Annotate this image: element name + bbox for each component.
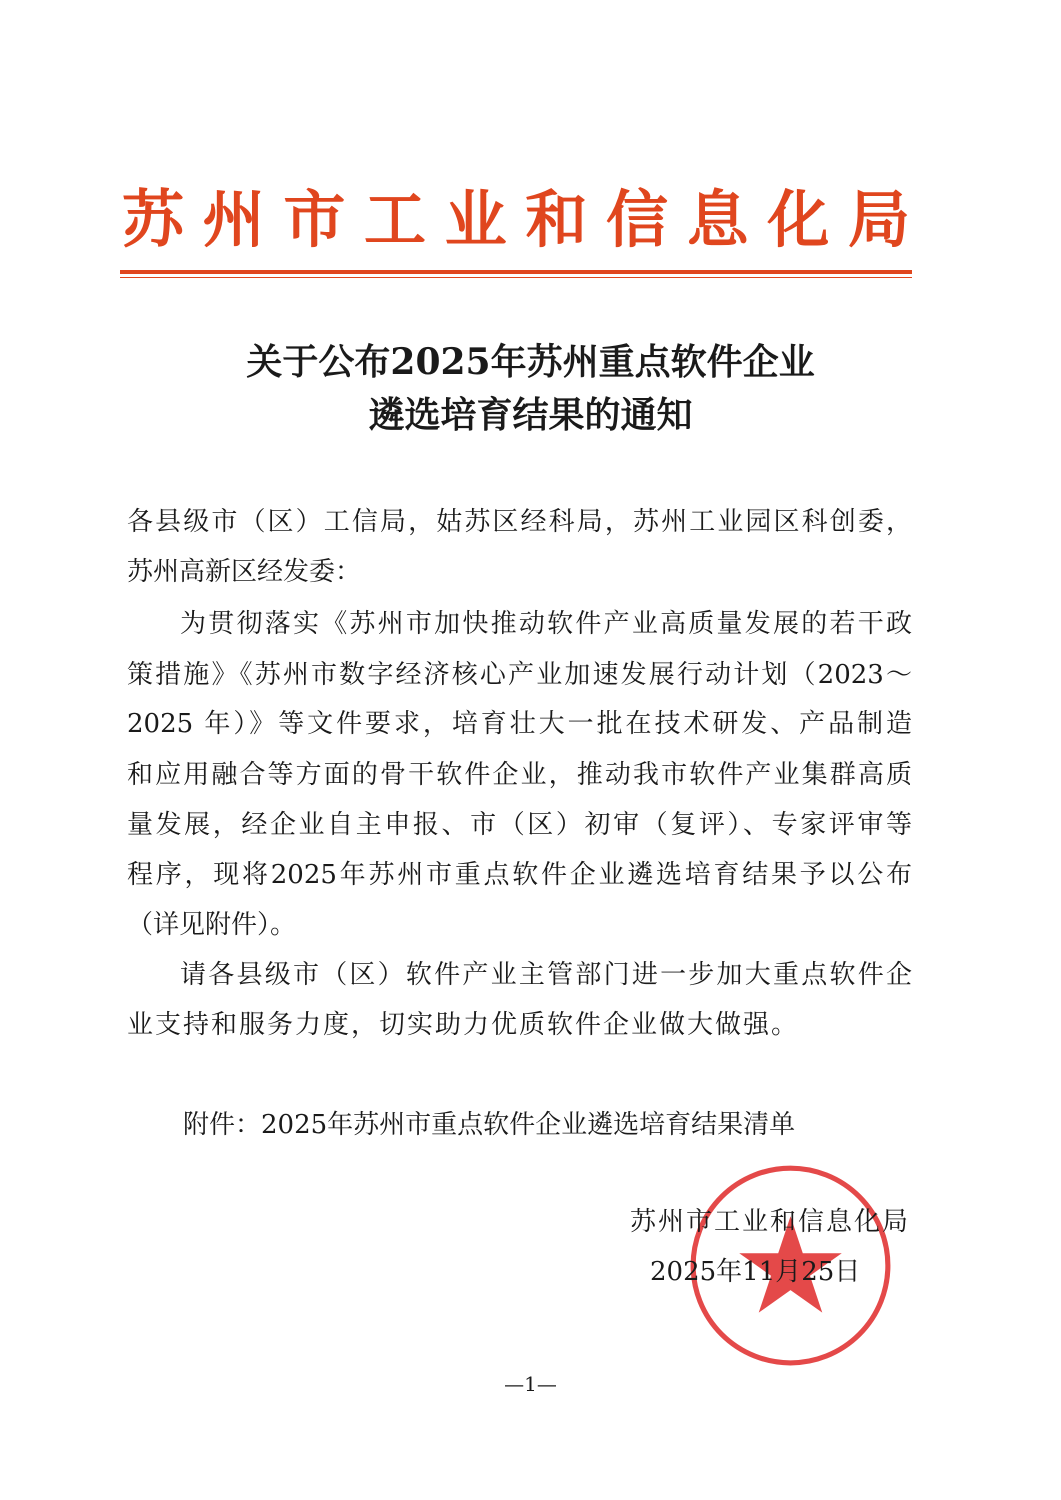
body-line: 量发展，经企业自主申报、市（区）初审（复评）、专家评审等 — [127, 810, 912, 840]
body-line: 苏州高新区经发委： — [127, 557, 362, 587]
body-line: 为贯彻落实《苏州市加快推动软件产业高质量发展的若干政 — [180, 609, 912, 639]
body-line: 策措施》《苏州市数字经济核心产业加速发展行动计划（2023～ — [127, 660, 912, 690]
page-number: —1— — [504, 1372, 557, 1396]
body-line: 和应用融合等方面的骨干软件企业，推动我市软件产业集群高质 — [127, 760, 912, 790]
body-line: 程序，现将2025年苏州市重点软件企业遴选培育结果予以公布 — [127, 860, 912, 890]
letterhead-rule-thin — [120, 277, 912, 278]
body-line: 业支持和服务力度，切实助力优质软件企业做大做强。 — [127, 1010, 800, 1040]
signature-organization: 苏州市工业和信息化局 — [630, 1207, 911, 1237]
body-line: 各县级市（区）工信局，姑苏区经科局，苏州工业园区科创委， — [127, 507, 912, 537]
signature-date: 2025年11月25日 — [650, 1257, 861, 1287]
document-title-line1: 关于公布2025年苏州重点软件企业 — [246, 341, 815, 383]
document-title-line2: 遴选培育结果的通知 — [368, 394, 693, 436]
letterhead-rule-thick — [120, 270, 912, 274]
body-line: 请各县级市（区）软件产业主管部门进一步加大重点软件企 — [180, 960, 912, 990]
letterhead-organization: 苏州市工业和信息化局 — [122, 183, 914, 256]
body-line: （详见附件）。 — [127, 910, 297, 940]
body-line: 2025 年）》等文件要求，培育壮大一批在技术研发、产品制造 — [127, 709, 912, 739]
attachment-line: 附件：2025年苏州市重点软件企业遴选培育结果清单 — [183, 1110, 796, 1140]
